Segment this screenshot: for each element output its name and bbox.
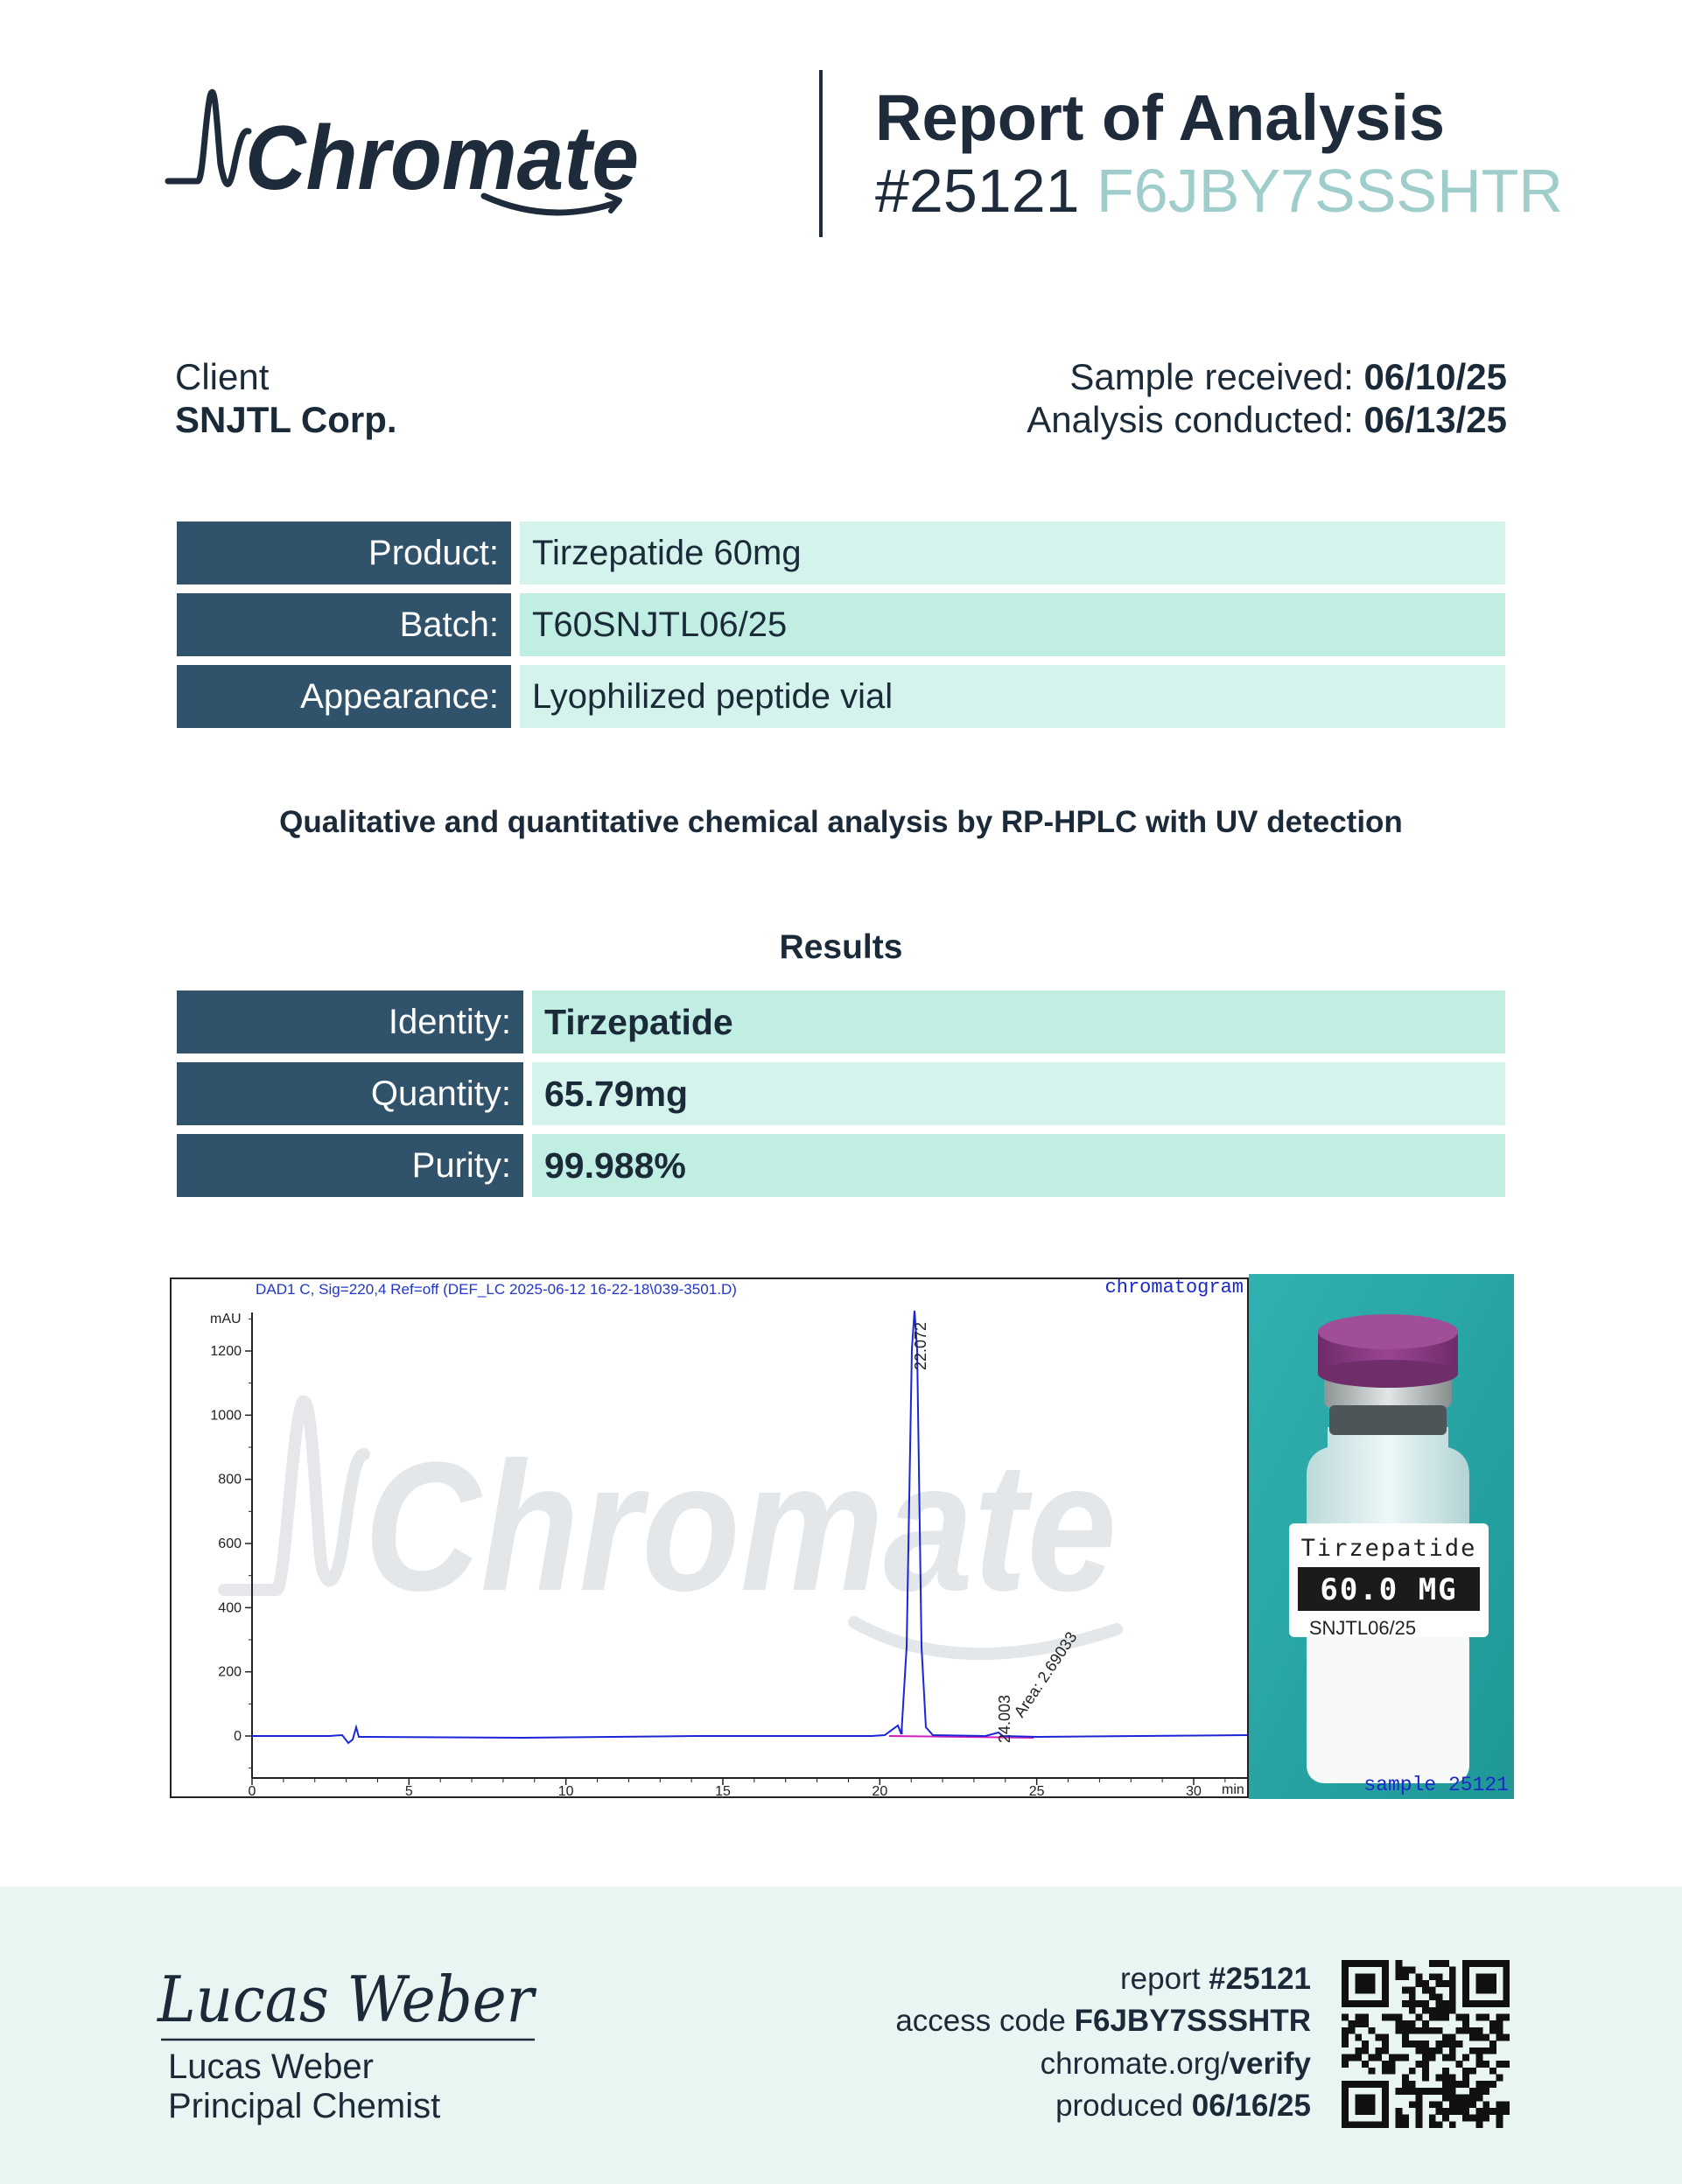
vial-photo (1249, 1274, 1514, 1799)
vial-label-name: Tirzepatide (1300, 1535, 1477, 1562)
batch-value: T60SNJTL06/25 (520, 593, 1505, 656)
y-tick-label: 0 (234, 1729, 242, 1744)
chromate-logo (165, 77, 663, 234)
appearance-label: Appearance: (177, 665, 511, 728)
batch-row (177, 593, 1505, 656)
results-heading: Results (779, 928, 903, 966)
x-unit-label: min (1222, 1782, 1244, 1796)
y-unit-label: mAU (210, 1312, 242, 1326)
purity-value: 99.988% (532, 1134, 1505, 1197)
quantity-label: Quantity: (177, 1062, 523, 1125)
chemist-name: Lucas Weber (168, 2048, 374, 2086)
x-axis-ticks (249, 1778, 1225, 1796)
x-tick-label: 25 (1028, 1784, 1045, 1796)
y-tick-label: 400 (218, 1600, 242, 1616)
minor-peak-label: 24.003 (996, 1694, 1013, 1743)
chromatogram-corner-label: chromatogram (1104, 1279, 1244, 1298)
chemist-title: Principal Chemist (168, 2087, 441, 2125)
verify-access-code (895, 2004, 1311, 2039)
access-code: F6JBY7SSSHTR (1097, 157, 1563, 225)
y-axis-ticks (210, 1319, 252, 1768)
signal-label: DAD1 C, Sig=220,4 Ref=off (DEF_LC 2025-06-12 16-22-18\039-3501.D) (256, 1281, 737, 1298)
product-label: Product: (177, 522, 511, 584)
client-label: Client (175, 356, 270, 397)
verify-report-prefix: report (1120, 1962, 1201, 1996)
verify-produced-prefix: produced (1055, 2089, 1184, 2123)
vial-label-dose: 60.0 MG (1320, 1572, 1458, 1607)
signature (154, 1951, 548, 2048)
report-title: Report of Analysis (875, 81, 1446, 154)
y-tick-label: 1200 (210, 1344, 242, 1359)
logo-wordmark: Chromate (245, 108, 639, 209)
method-description: Qualitative and quantitative chemical analysis by RP-HPLC with UV detection (279, 805, 1403, 839)
y-tick-label: 1000 (210, 1408, 242, 1424)
x-tick-label: 30 (1186, 1784, 1202, 1796)
received-date: 06/10/25 (1363, 356, 1507, 397)
received-label: Sample received: (1069, 356, 1354, 397)
quantity-row (177, 1062, 1505, 1125)
purity-row (177, 1134, 1505, 1197)
y-tick-label: 600 (218, 1536, 242, 1551)
verify-produced-date: 06/16/25 (1191, 2089, 1311, 2123)
quantity-value: 65.79mg (532, 1062, 1505, 1125)
watermark-text: Chromate (364, 1424, 1117, 1629)
verify-url-domain[interactable]: chromate.org/ (1040, 2047, 1230, 2081)
identity-label: Identity: (177, 990, 523, 1054)
product-row (177, 522, 1505, 584)
verify-produced (1055, 2089, 1311, 2124)
signature-script: Lucas Weber (156, 1963, 537, 2036)
appearance-row (177, 665, 1505, 728)
verify-url-path[interactable]: verify (1229, 2047, 1311, 2081)
appearance-value: Lyophilized peptide vial (520, 665, 1505, 728)
analysis-conducted (1027, 399, 1507, 441)
watermark-logo (224, 1402, 1117, 1655)
purity-label: Purity: (177, 1134, 523, 1197)
chromatogram-panel (170, 1278, 1249, 1798)
sample-received (1069, 356, 1507, 398)
client-name: SNJTL Corp. (175, 399, 397, 440)
main-peak-label: 22.072 (912, 1321, 929, 1370)
x-tick-label: 5 (404, 1784, 413, 1796)
peak-area-label: Area: 2.69033 (1010, 1628, 1081, 1721)
vial-caption: sample 25121 (1363, 1774, 1509, 1796)
x-tick-label: 15 (715, 1784, 731, 1796)
batch-label: Batch: (177, 593, 511, 656)
x-tick-label: 10 (557, 1784, 574, 1796)
report-id (875, 156, 1563, 226)
verify-url[interactable] (1041, 2047, 1311, 2082)
x-tick-label: 0 (248, 1784, 256, 1796)
verify-access-value: F6JBY7SSSHTR (1074, 2004, 1311, 2038)
header-divider (819, 70, 823, 237)
qr-code[interactable] (1342, 1960, 1510, 2128)
verify-access-prefix: access code (895, 2004, 1066, 2038)
x-tick-label: 20 (872, 1784, 888, 1796)
identity-row (177, 990, 1505, 1054)
y-tick-label: 200 (218, 1664, 242, 1680)
report-number: #25121 (875, 157, 1080, 225)
verify-report-number: #25121 (1209, 1962, 1311, 1996)
product-value: Tirzepatide 60mg (520, 522, 1505, 584)
identity-value: Tirzepatide (532, 990, 1505, 1054)
y-tick-label: 800 (218, 1472, 242, 1488)
vial-label-batch: SNJTL06/25 (1308, 1617, 1417, 1639)
conducted-date: 06/13/25 (1363, 399, 1507, 440)
conducted-label: Analysis conducted: (1027, 399, 1354, 440)
verify-report (1120, 1962, 1311, 1997)
